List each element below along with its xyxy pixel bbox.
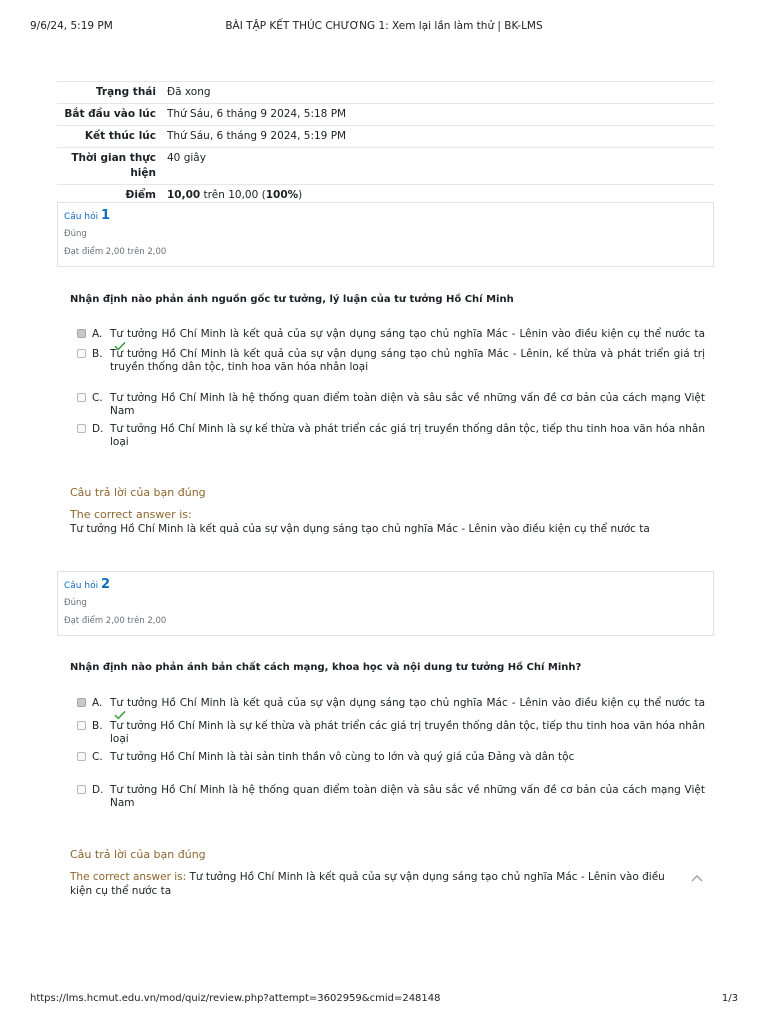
summary-label: Kết thúc lúc: [84, 130, 156, 142]
answer-letter: B.: [92, 348, 103, 360]
answer-option-c[interactable]: [77, 392, 705, 418]
question-number-value: 1: [100, 208, 110, 223]
answer-text: Tư tưởng Hồ Chí Minh là hệ thống quan điểm toàn diện và sâu sắc về những vấn đề cơ bản của cách mạng Việt Nam: [110, 392, 705, 417]
summary-row-completed: [57, 126, 714, 148]
answer-text: Tư tưởng Hồ Chí Minh là kết quả của sự vận dụng sáng tạo chủ nghĩa Mác - Lênin vào điều kiện cụ thể nước ta: [110, 328, 705, 340]
summary-value: Thứ Sáu, 6 tháng 9 2024, 5:19 PM: [167, 130, 347, 142]
summary-label: Trạng thái: [95, 86, 156, 98]
answer-radio[interactable]: [77, 698, 86, 707]
question-number: [64, 208, 707, 225]
answer-text: Tư tưởng Hồ Chí Minh là sự kế thừa và phát triển các giá trị truyền thống dân tộc, tiếp thu tinh hoa văn hóa nhân loại: [110, 720, 705, 745]
correct-answer-text: Tư tưởng Hồ Chí Minh là kết quả của sự vận dụng sáng tạo chủ nghĩa Mác - Lênin vào điều kiện cụ thể nước ta: [70, 871, 665, 897]
question-number-value: 2: [100, 577, 110, 592]
answer-option-d[interactable]: [77, 784, 705, 810]
answer-radio[interactable]: [77, 752, 86, 761]
answer-letter: C.: [92, 751, 103, 763]
correct-answer-text: Tư tưởng Hồ Chí Minh là kết quả của sự vận dụng sáng tạo chủ nghĩa Mác - Lênin vào điều kiện cụ thể nước ta: [70, 523, 650, 535]
question-grade: Đạt điểm 2,00 trên 2,00: [64, 247, 167, 257]
answer-radio[interactable]: [77, 721, 86, 730]
question-state: Đúng: [64, 229, 87, 239]
answer-option-c[interactable]: [77, 751, 705, 764]
answer-text: Tư tưởng Hồ Chí Minh là kết quả của sự vận dụng sáng tạo chủ nghĩa Mác - Lênin, kế thừa và phát triển giá trị truyền thống dân tộc, tinh hoa văn hóa nhân loại: [110, 348, 705, 373]
summary-label: Điểm: [125, 189, 156, 201]
question-number: [64, 577, 707, 594]
question-info-box: [57, 571, 714, 636]
question-info-box: [57, 202, 714, 267]
print-page-number: 1/3: [721, 993, 738, 1004]
summary-row-duration: [57, 148, 714, 185]
answer-option-b[interactable]: [77, 720, 705, 746]
attempt-summary-table: [57, 81, 714, 207]
answer-radio[interactable]: [77, 785, 86, 794]
correct-answer-block: [70, 870, 690, 898]
answer-option-d[interactable]: [77, 423, 705, 449]
answer-text: Tư tưởng Hồ Chí Minh là sự kế thừa và phát triển các giá trị truyền thống dân tộc, tiếp thu tinh hoa văn hóa nhân loại: [110, 423, 705, 448]
correct-answer-label: The correct answer is:: [70, 871, 187, 883]
answer-letter: C.: [92, 392, 103, 404]
answer-radio[interactable]: [77, 424, 86, 433]
answer-letter: A.: [92, 328, 103, 340]
grade-percent: 100%: [265, 189, 299, 201]
answer-radio[interactable]: [77, 393, 86, 402]
check-icon: [114, 710, 126, 720]
summary-row-state: [57, 82, 714, 104]
question-state: Đúng: [64, 598, 87, 608]
answer-letter: D.: [92, 784, 104, 796]
summary-label: Bắt đầu vào lúc: [64, 108, 156, 120]
print-page-title: BÀI TẬP KẾT THÚC CHƯƠNG 1: Xem lại lần làm thử | BK-LMS: [225, 20, 543, 32]
summary-value: Đã xong: [167, 86, 211, 98]
answer-letter: D.: [92, 423, 104, 435]
answer-text: Tư tưởng Hồ Chí Minh là kết quả của sự vận dụng sáng tạo chủ nghĩa Mác - Lênin vào điều kiện cụ thể nước ta: [110, 697, 705, 709]
grade-end: ): [298, 189, 303, 201]
answer-text: Tư tưởng Hồ Chí Minh là hệ thống quan điểm toàn diện và sâu sắc về những vấn đề cơ bản của cách mạng Việt Nam: [110, 784, 705, 809]
correct-answer-label: The correct answer is:: [70, 508, 192, 521]
print-datetime: 9/6/24, 5:19 PM: [30, 20, 113, 32]
question-label: Câu hỏi: [64, 212, 99, 222]
print-url: https://lms.hcmut.edu.vn/mod/quiz/review.php?attempt=3602959&cmid=248148: [30, 993, 441, 1004]
summary-value: Thứ Sáu, 6 tháng 9 2024, 5:18 PM: [167, 108, 347, 120]
answer-radio[interactable]: [77, 349, 86, 358]
summary-label: Thời gian thực hiện: [71, 152, 156, 179]
answer-letter: B.: [92, 720, 103, 732]
grade-middle: trên 10,00 (: [200, 189, 266, 201]
question-text: Nhận định nào phản ánh nguồn gốc tư tưởng, lý luận của tư tưởng Hồ Chí Minh: [70, 294, 514, 305]
answer-letter: A.: [92, 697, 103, 709]
answer-text: Tư tưởng Hồ Chí Minh là tài sản tinh thần vô cùng to lớn và quý giá của Đảng và dân tộc: [110, 751, 575, 763]
answer-option-b[interactable]: [77, 348, 705, 374]
grade-score: 10,00: [167, 189, 201, 201]
print-header: [30, 20, 738, 34]
print-footer: [30, 993, 738, 1007]
question-label: Câu hỏi: [64, 581, 99, 591]
answer-radio[interactable]: [77, 329, 86, 338]
feedback-text: Câu trả lời của bạn đúng: [70, 848, 206, 861]
feedback-text: Câu trả lời của bạn đúng: [70, 486, 206, 499]
question-grade: Đạt điểm 2,00 trên 2,00: [64, 616, 167, 626]
summary-value: 40 giây: [167, 152, 206, 164]
question-text: Nhận định nào phản ánh bản chất cách mạng, khoa học và nội dung tư tưởng Hồ Chí Minh?: [70, 662, 582, 673]
chevron-up-icon[interactable]: [690, 873, 704, 883]
summary-row-started: [57, 104, 714, 126]
